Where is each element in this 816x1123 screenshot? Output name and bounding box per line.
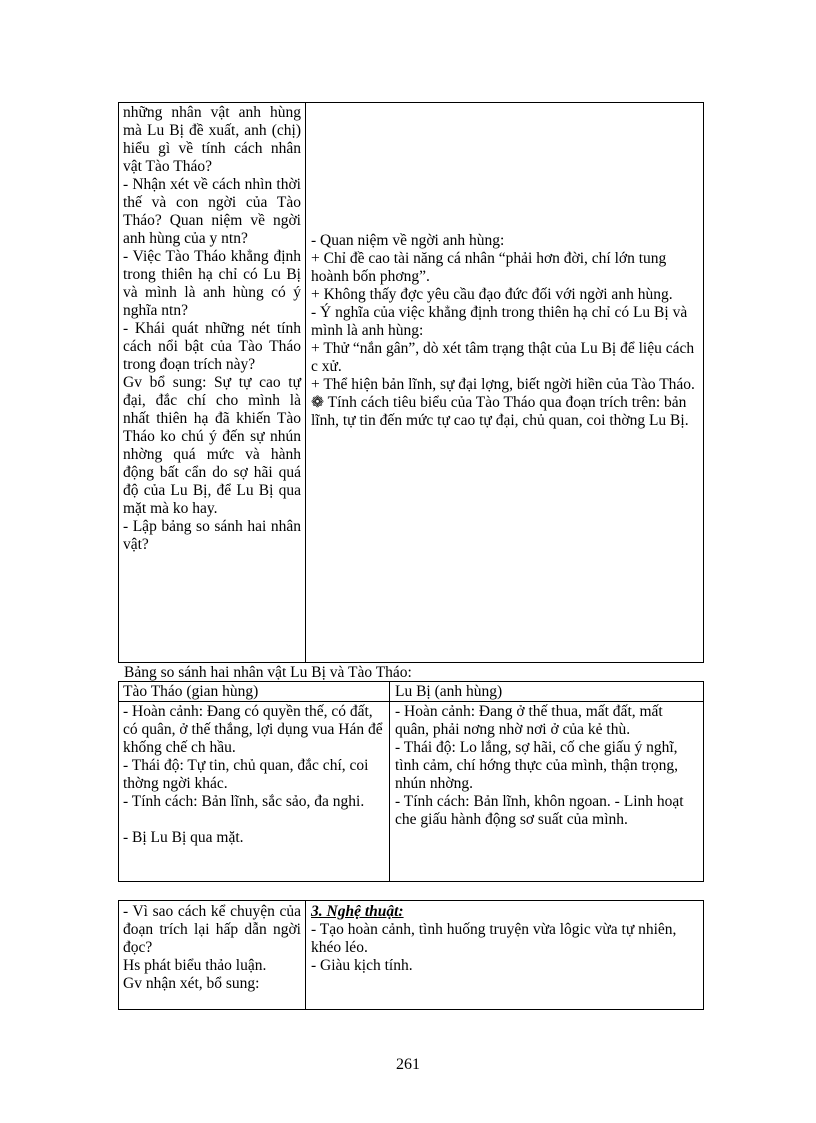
question-text: - Vì sao cách kể chuyện của đoạn trích lại hấp dẫn ngời đọc?	[123, 903, 301, 956]
answer-text: + Chỉ đề cao tài năng cá nhân “phải hơn đời, chí lớn tung hoành bốn phơng”.	[311, 250, 667, 285]
comparison-item: - Bị Lu Bị qua mặt.	[123, 829, 244, 846]
section-title: 3. Nghệ thuật:	[311, 903, 404, 920]
comparison-header-lu-bi: Lu Bị (anh hùng)	[395, 683, 503, 700]
comparison-col-tao-thao	[119, 703, 389, 881]
summary-text	[311, 394, 699, 430]
answer-text: + Thể hiện bản lĩnh, sự đại lợng, biết ngời hiền của Tào Tháo.	[311, 376, 695, 393]
comparison-header-rule	[118, 701, 704, 702]
comparison-item: - Hoàn cảnh: Đang ở thế thua, mất đất, mất quân, phải nơng nhờ nơi ở của kẻ thù.	[395, 703, 663, 738]
table-2-divider	[305, 900, 306, 1010]
table-2-left-cell	[119, 903, 305, 1009]
summary-body: Tính cách tiêu biểu của Tào Tháo qua đoạn trích trên: bản lĩnh, tự tin đến mức tự cao tự đại, chủ quan, coi thờng Lu Bị.	[311, 394, 689, 429]
table-1-divider	[305, 102, 306, 663]
answer-text: - Ý nghĩa của việc khẳng định trong thiên hạ chỉ có Lu Bị và mình là anh hùng:	[311, 304, 688, 339]
comparison-item: - Thái độ: Tự tin, chủ quan, đắc chí, coi thờng ngời khác.	[123, 757, 369, 792]
answer-text: - Giàu kịch tính.	[311, 957, 413, 974]
answer-text: + Thử “nắn gân”, dò xét tâm trạng thật của Lu Bị để liệu cách c xử.	[311, 340, 695, 375]
question-text: - Khái quát những nét tính cách nổi bật của Tào Tháo trong đoạn trích này?	[123, 320, 301, 373]
page-number: 261	[396, 1056, 420, 1073]
comparison-col-lu-bi	[391, 703, 703, 881]
question-text: - Nhận xét về cách nhìn thời thế và con ngời của Tào Tháo? Quan niệm về ngời anh hùng của y ntn?	[123, 176, 301, 247]
comparison-item: - Tính cách: Bản lĩnh, khôn ngoan. - Linh hoạt che giấu hành động sơ suất của mình.	[395, 793, 684, 828]
comparison-item: - Thái độ: Lo lắng, sợ hãi, cố che giấu ý nghĩ, tình cảm, chí hớng thực của mình, thận trọng, nhún nhờng.	[395, 739, 679, 792]
answer-text: - Quan niệm về ngời anh hùng:	[311, 232, 505, 249]
answer-text: + Không thấy đợc yêu cầu đạo đức đối với ngời anh hùng.	[311, 286, 673, 303]
teacher-note: Gv bổ sung: Sự tự cao tự đại, đắc chí cho mình là nhất thiên hạ đã khiến Tào Tháo ko chú ý đến sự nhún nhờng quá mức và hành động bất cẩn do sợ hãi quá độ của Lu Bị, để Lu Bị qua mặt mà ko hay.	[123, 374, 301, 517]
question-text: Hs phát biểu thảo luận.	[123, 957, 267, 974]
teacher-note: Gv nhận xét, bổ sung:	[123, 975, 260, 992]
comparison-blank	[123, 811, 385, 829]
flower-bullet-icon: ❁	[311, 394, 324, 411]
comparison-caption: Bảng so sánh hai nhân vật Lu Bị và Tào Tháo:	[124, 664, 412, 681]
table-1-right-cell	[307, 232, 703, 652]
table-1-left-cell	[119, 104, 305, 662]
answer-text: - Tạo hoàn cảnh, tình huống truyện vừa lôgic vừa tự nhiên, khéo léo.	[311, 921, 677, 956]
question-text: - Việc Tào Tháo khẳng định trong thiên hạ chỉ có Lu Bị và mình là anh hùng có ý nghĩa ntn?	[123, 248, 301, 319]
table-2-right-cell	[307, 903, 703, 975]
comparison-item: - Hoàn cảnh: Đang có quyền thế, có đất, có quân, ở thế thắng, lợi dụng vua Hán để khống chế ch hầu.	[123, 703, 383, 756]
question-text: - Lập bảng so sánh hai nhân vật?	[123, 518, 301, 553]
comparison-divider	[389, 681, 390, 882]
comparison-header-tao-thao: Tào Tháo (gian hùng)	[123, 683, 259, 700]
question-text: những nhân vật anh hùng mà Lu Bị đề xuất, anh (chị) hiểu gì về tính cách nhân vật Tào Tháo?	[123, 104, 301, 175]
comparison-item: - Tính cách: Bản lĩnh, sắc sảo, đa nghi.	[123, 793, 365, 810]
